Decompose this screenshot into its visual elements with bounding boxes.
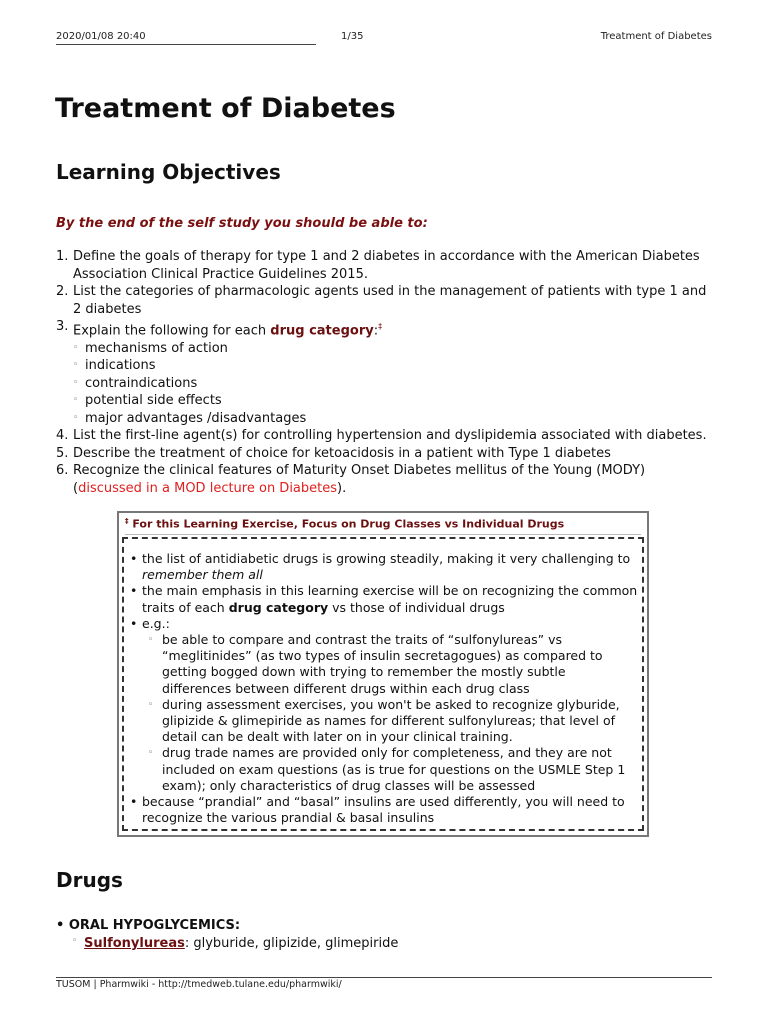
drug-category-term: drug category bbox=[270, 323, 374, 339]
header-page-number: 1/35 bbox=[341, 31, 364, 42]
oral-hypoglycemics-item: • ORAL HYPOGLYCEMICS: bbox=[56, 918, 241, 933]
sub-item: ◦ potential side effects bbox=[73, 392, 716, 410]
learning-objectives-heading: Learning Objectives bbox=[56, 160, 281, 184]
objectives-list bbox=[56, 248, 716, 497]
header-datetime: 2020/01/08 20:40 bbox=[56, 31, 146, 42]
header-title: Treatment of Diabetes bbox=[600, 31, 712, 42]
note-item: • e.g.: ◦ be able to compare and contrast the traits of “sulfonylureas” vs “meglitinides” (as two types of insulin secretagogues) as compared to getting bogged down with trying to remember the mostly subtle differences between different drugs within each drug class ◦ during assessment exercises, you won't be asked to recognize glyburide, glipizide & glimepiride as names for different sulfonylureas; that level of detail can be dealt with later on in your clinical training. ◦ drug trade names are provided only for completeness, and they are not included on exam questions (as is true for questions on the USMLE Step 1 exam); only characteristics of drug classes will be assessed bbox=[128, 616, 638, 794]
objectives-intro: By the end of the self study you should be able to: bbox=[56, 216, 428, 231]
note-box bbox=[117, 511, 649, 837]
note-item: • the list of antidiabetic drugs is growing steadily, making it very challenging to remember them all bbox=[128, 551, 638, 583]
sub-item: ◦ drug trade names are provided only for completeness, and they are not included on exam questions (as is true for questions on the USMLE Step 1 exam); only characteristics of drug classes will be assessed bbox=[142, 745, 638, 794]
objective-item: 6. Recognize the clinical features of Maturity Onset Diabetes mellitus of the Young (MODY) (discussed in a MOD lecture on Diabetes). bbox=[56, 463, 646, 496]
mody-lecture-link[interactable]: discussed in a MOD lecture on Diabetes bbox=[78, 480, 338, 496]
footnote-mark: ‡ bbox=[378, 322, 383, 331]
objective-sublist bbox=[73, 340, 716, 428]
sulfonylureas-item: ◦ Sulfonylureas: glyburide, glipizide, glimepiride bbox=[72, 936, 398, 951]
sub-item: ◦ major advantages /disadvantages bbox=[73, 410, 716, 428]
note-sublist bbox=[142, 632, 638, 794]
note-list bbox=[128, 551, 638, 826]
note-item: • the main emphasis in this learning exercise will be on recognizing the common traits of each drug category vs those of individual drugs bbox=[128, 583, 638, 615]
objective-item: 5. Describe the treatment of choice for ketoacidosis in a patient with Type 1 diabetes bbox=[56, 445, 611, 461]
sub-item: ◦ contraindications bbox=[73, 375, 716, 393]
page-header bbox=[56, 31, 712, 45]
objective-item: 4. List the first-line agent(s) for controlling hypertension and dyslipidemia associated with diabetes. bbox=[56, 428, 707, 444]
objective-item: 1. Define the goals of therapy for type 1 and 2 diabetes in accordance with the American Diabetes Association Clinical Practice Guidelines 2015. bbox=[56, 249, 700, 282]
note-box-title: ‡ For this Learning Exercise, Focus on Drug Classes vs Individual Drugs bbox=[125, 517, 641, 535]
note-box-body bbox=[122, 537, 644, 831]
objective-item: 3. Explain the following for each drug category:‡ ◦ mechanisms of action ◦ indications ◦ contraindications ◦ potential side effects ◦ major advantages /disadvantages bbox=[56, 318, 716, 427]
footnote-mark: ‡ bbox=[125, 517, 129, 525]
page-title: Treatment of Diabetes bbox=[55, 93, 396, 124]
sub-item: ◦ be able to compare and contrast the traits of “sulfonylureas” vs “meglitinides” (as two types of insulin secretagogues) as compared to getting bogged down with trying to remember the mostly subtle differences between different drugs within each drug class bbox=[142, 632, 638, 697]
footer-divider bbox=[56, 977, 712, 978]
objective-item: 2. List the categories of pharmacologic agents used in the management of patients with type 1 and 2 diabetes bbox=[56, 284, 707, 317]
sub-item: ◦ mechanisms of action bbox=[73, 340, 716, 358]
sulfonylureas-link[interactable]: Sulfonylureas bbox=[84, 936, 185, 951]
note-item: • because “prandial” and “basal” insulins are used differently, you will need to recognize the various prandial & basal insulins bbox=[128, 794, 638, 826]
sub-item: ◦ indications bbox=[73, 357, 716, 375]
page-footer: TUSOM | Pharmwiki - http://tmedweb.tulane.edu/pharmwiki/ bbox=[56, 979, 342, 990]
header-divider bbox=[56, 44, 316, 45]
drugs-heading: Drugs bbox=[56, 868, 123, 892]
sub-item: ◦ during assessment exercises, you won't be asked to recognize glyburide, glipizide & glimepiride as names for different sulfonylureas; that level of detail can be dealt with later on in your clinical training. bbox=[142, 697, 638, 746]
